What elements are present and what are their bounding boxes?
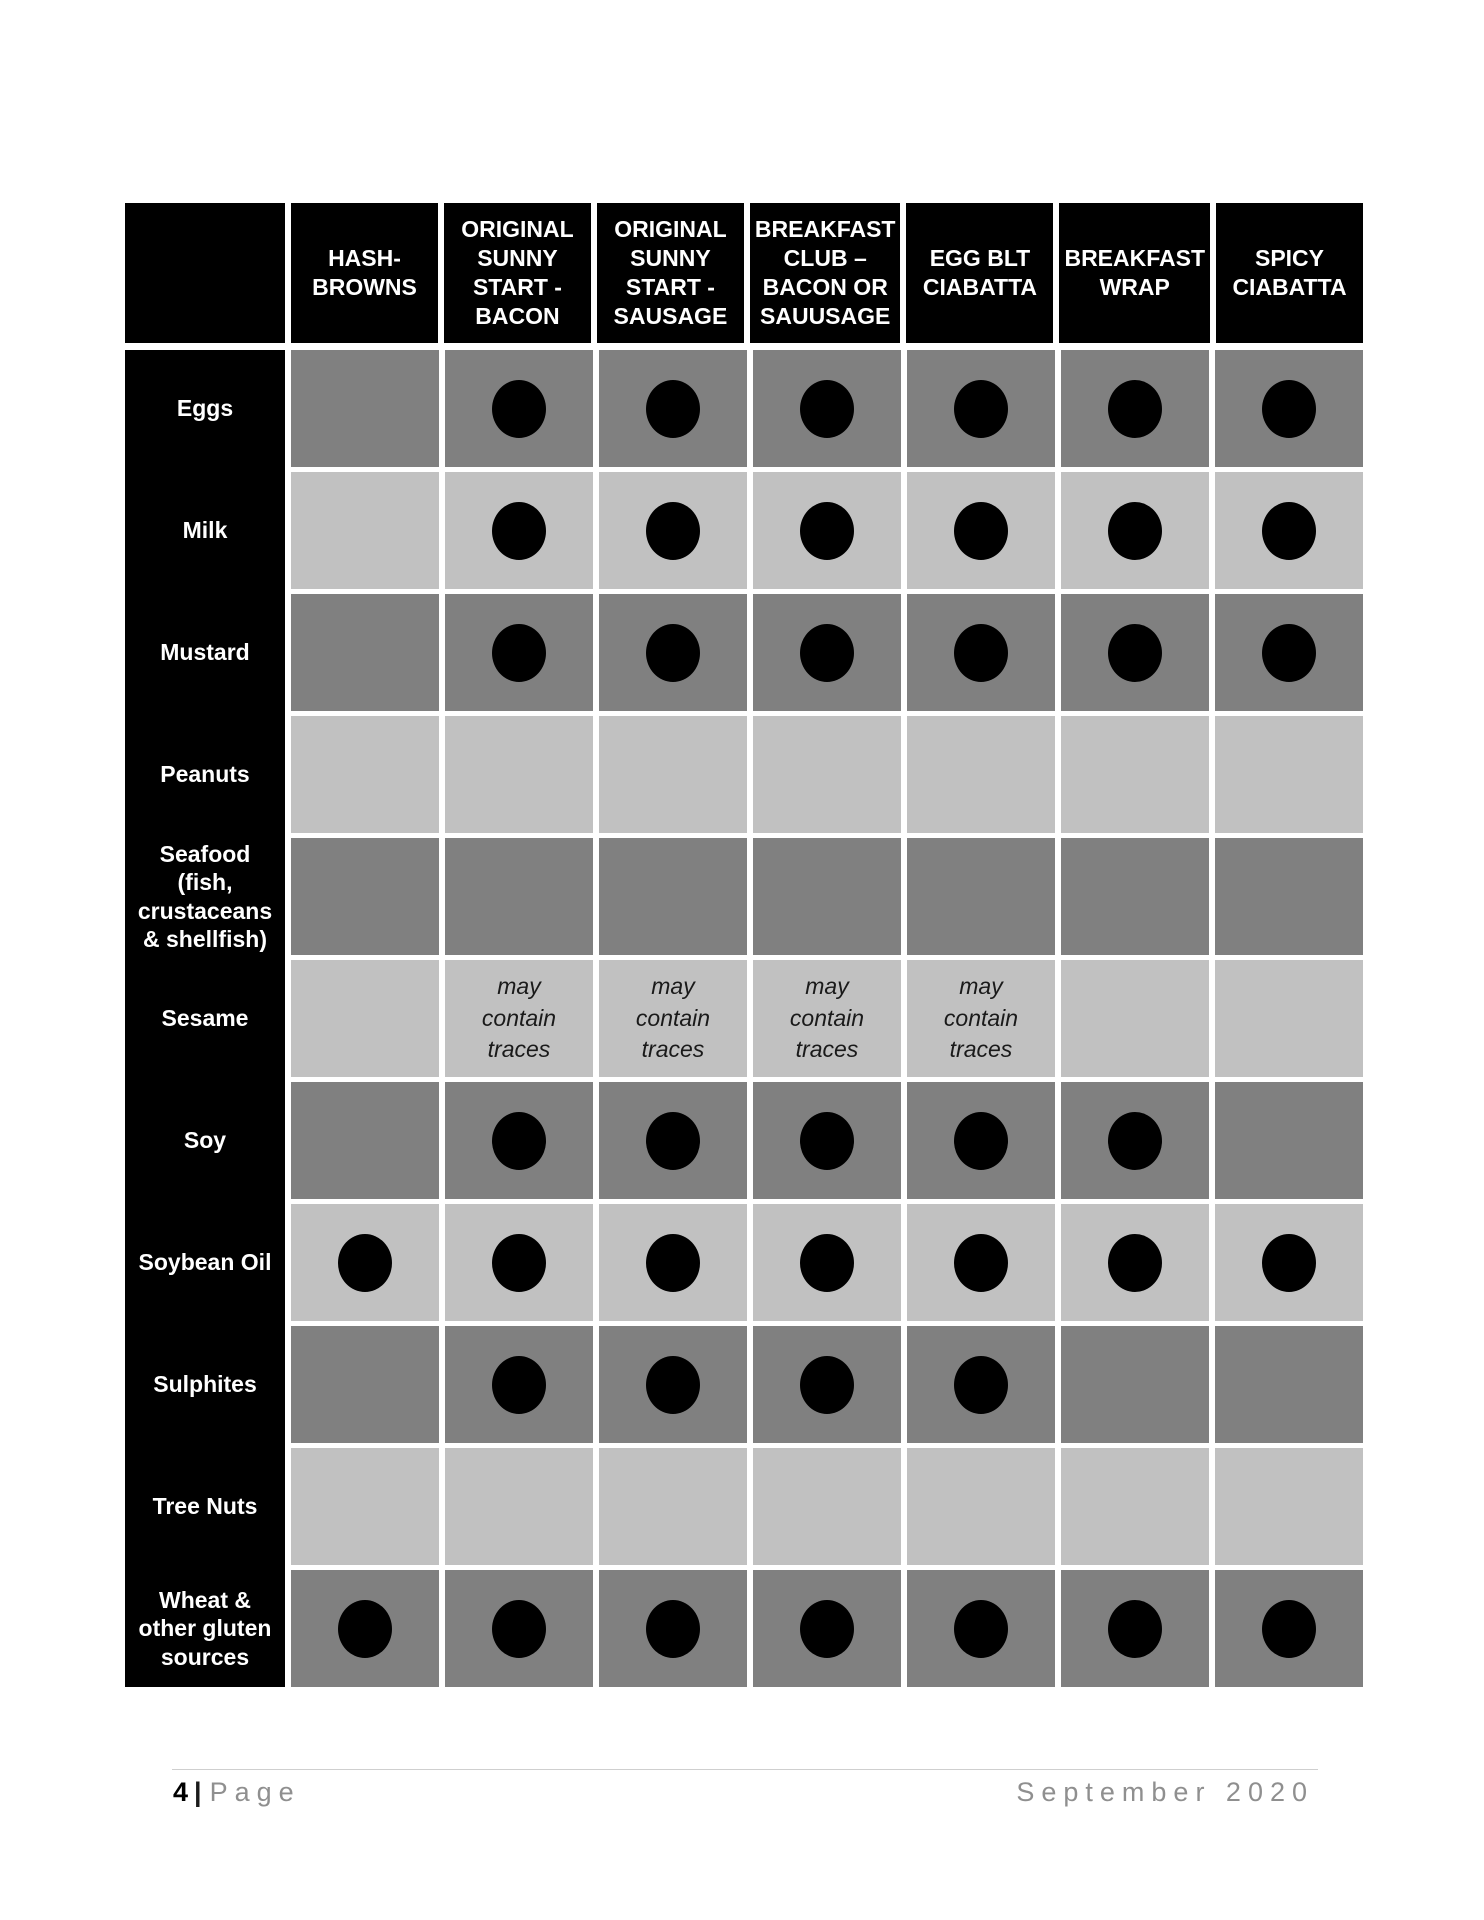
allergen-dot	[954, 380, 1008, 438]
allergen-cell	[753, 594, 901, 711]
allergen-cell	[1215, 960, 1363, 1077]
allergen-cell	[753, 1082, 901, 1199]
allergen-cell	[1061, 1448, 1209, 1565]
allergen-cell	[753, 350, 901, 467]
allergen-dot	[954, 1600, 1008, 1658]
row-label: Soy	[183, 1127, 227, 1154]
allergen-dot	[646, 1600, 700, 1658]
allergen-dot	[492, 1234, 546, 1292]
allergen-cell	[599, 350, 747, 467]
allergen-dot	[1262, 502, 1316, 560]
allergen-cell	[445, 716, 593, 833]
allergen-cell	[907, 594, 1055, 711]
column-header: EGG BLT CIABATTA	[906, 203, 1053, 343]
allergen-dot	[338, 1600, 392, 1658]
allergen-dot	[1262, 380, 1316, 438]
allergen-dot	[954, 502, 1008, 560]
allergen-dot	[800, 1600, 854, 1658]
allergen-cell	[445, 594, 593, 711]
traces-note: may contain traces	[943, 972, 1019, 1063]
allergen-dot	[800, 624, 854, 682]
allergen-cell	[599, 594, 747, 711]
allergen-dot	[1262, 1600, 1316, 1658]
allergen-cell	[445, 1570, 593, 1687]
allergen-dot	[492, 1600, 546, 1658]
column-header: BREAKFAST WRAP	[1059, 203, 1210, 343]
allergen-dot	[492, 502, 546, 560]
allergen-cell	[291, 350, 439, 467]
allergen-dot	[800, 380, 854, 438]
row-label: Peanuts	[160, 761, 250, 788]
column-header: SPICY CIABATTA	[1216, 203, 1363, 343]
allergen-cell	[907, 472, 1055, 589]
allergen-dot	[338, 1234, 392, 1292]
traces-note: may contain traces	[635, 972, 711, 1063]
allergen-cell	[907, 1448, 1055, 1565]
footer-separator: |	[194, 1777, 202, 1807]
footer-page-area	[173, 1777, 301, 1808]
allergen-dot	[1108, 1600, 1162, 1658]
traces-note: may contain traces	[789, 972, 865, 1063]
allergen-dot	[492, 380, 546, 438]
allergen-dot	[954, 1234, 1008, 1292]
allergen-dot	[800, 502, 854, 560]
row-label: Mustard	[160, 639, 250, 666]
allergen-dot	[646, 380, 700, 438]
allergen-cell	[907, 1326, 1055, 1443]
allergen-cell	[1061, 960, 1209, 1077]
allergen-cell	[291, 838, 439, 955]
allergen-cell	[907, 1082, 1055, 1199]
table-body	[125, 350, 1363, 1687]
column-header: HASH-BROWNS	[291, 203, 438, 343]
allergen-cell	[445, 472, 593, 589]
allergen-cell	[291, 1448, 439, 1565]
allergen-cell	[1215, 1204, 1363, 1321]
allergen-cell	[753, 960, 901, 1077]
row-label: Milk	[182, 517, 228, 544]
allergen-cell	[1061, 1082, 1209, 1199]
allergen-cell	[1061, 838, 1209, 955]
allergen-cell	[445, 350, 593, 467]
allergen-cell	[291, 1326, 439, 1443]
allergen-cell	[1215, 716, 1363, 833]
allergen-cell	[753, 1204, 901, 1321]
row-label: Sesame	[161, 1005, 249, 1032]
allergen-cell	[1061, 350, 1209, 467]
table-corner-cell	[125, 203, 285, 343]
allergen-cell	[907, 1204, 1055, 1321]
table-header-row	[125, 203, 1363, 343]
allergen-dot	[646, 502, 700, 560]
allergen-dot	[1108, 502, 1162, 560]
allergen-cell	[1061, 594, 1209, 711]
allergen-cell	[753, 838, 901, 955]
column-header: BREAKFAST CLUB – BACON OR SAUUSAGE	[750, 203, 901, 343]
allergen-cell	[1215, 350, 1363, 467]
allergen-cell	[753, 1326, 901, 1443]
page-number: 4	[173, 1777, 189, 1807]
allergen-cell	[599, 1570, 747, 1687]
allergen-cell	[1215, 838, 1363, 955]
allergen-cell	[753, 472, 901, 589]
row-label: Eggs	[176, 395, 234, 422]
allergen-dot	[646, 1112, 700, 1170]
allergen-table	[125, 203, 1363, 1687]
allergen-dot	[646, 624, 700, 682]
allergen-cell	[599, 472, 747, 589]
page-label: Page	[209, 1777, 301, 1807]
allergen-cell	[753, 716, 901, 833]
allergen-dot	[492, 1112, 546, 1170]
allergen-dot	[954, 1112, 1008, 1170]
allergen-cell	[907, 960, 1055, 1077]
row-label: Sulphites	[153, 1371, 257, 1398]
traces-note: may contain traces	[481, 972, 557, 1063]
allergen-cell	[445, 1448, 593, 1565]
allergen-dot	[800, 1112, 854, 1170]
allergen-cell	[1215, 1326, 1363, 1443]
allergen-cell	[291, 716, 439, 833]
allergen-dot	[1108, 1112, 1162, 1170]
allergen-cell	[599, 838, 747, 955]
allergen-cell	[907, 1570, 1055, 1687]
allergen-dot	[954, 1356, 1008, 1414]
allergen-cell	[1061, 1204, 1209, 1321]
allergen-cell	[599, 960, 747, 1077]
allergen-dot	[1108, 380, 1162, 438]
allergen-cell	[1061, 1326, 1209, 1443]
footer-rule	[172, 1769, 1318, 1770]
allergen-dot	[800, 1234, 854, 1292]
row-label: Seafood (fish, crustaceans & shellfish)	[137, 841, 273, 952]
allergen-dot	[646, 1234, 700, 1292]
allergen-cell	[1061, 1570, 1209, 1687]
column-header: ORIGINAL SUNNY START - SAUSAGE	[597, 203, 744, 343]
allergen-cell	[1215, 594, 1363, 711]
row-label: Wheat & other gluten sources	[138, 1587, 272, 1670]
allergen-cell	[599, 1082, 747, 1199]
allergen-dot	[1108, 1234, 1162, 1292]
allergen-cell	[1215, 1082, 1363, 1199]
allergen-cell	[1061, 472, 1209, 589]
row-label: Tree Nuts	[152, 1493, 258, 1520]
allergen-cell	[445, 1204, 593, 1321]
allergen-cell	[599, 1448, 747, 1565]
allergen-cell	[1215, 1570, 1363, 1687]
allergen-cell	[291, 960, 439, 1077]
allergen-dot	[800, 1356, 854, 1414]
allergen-cell	[291, 1082, 439, 1199]
allergen-dot	[954, 624, 1008, 682]
allergen-cell	[291, 472, 439, 589]
allergen-cell	[753, 1570, 901, 1687]
allergen-cell	[291, 1204, 439, 1321]
allergen-cell	[599, 1326, 747, 1443]
allergen-cell	[599, 1204, 747, 1321]
row-label: Soybean Oil	[138, 1249, 272, 1276]
allergen-cell	[1061, 716, 1209, 833]
allergen-cell	[907, 716, 1055, 833]
allergen-cell	[1215, 1448, 1363, 1565]
allergen-cell	[1215, 472, 1363, 589]
allergen-cell	[445, 1326, 593, 1443]
allergen-dot	[1262, 1234, 1316, 1292]
row-label-column	[125, 350, 285, 1687]
allergen-dot	[492, 624, 546, 682]
allergen-cell	[291, 594, 439, 711]
allergen-cell	[907, 838, 1055, 955]
allergen-cell	[907, 350, 1055, 467]
allergen-cell	[445, 838, 593, 955]
allergen-cell	[599, 716, 747, 833]
allergen-dot	[492, 1356, 546, 1414]
allergen-cell	[291, 1570, 439, 1687]
column-header: ORIGINAL SUNNY START - BACON	[444, 203, 591, 343]
allergen-dot	[1262, 624, 1316, 682]
allergen-cell	[753, 1448, 901, 1565]
allergen-cell	[445, 960, 593, 1077]
allergen-dot	[1108, 624, 1162, 682]
footer-date: September 2020	[1016, 1777, 1314, 1807]
allergen-cell	[445, 1082, 593, 1199]
allergen-dot	[646, 1356, 700, 1414]
